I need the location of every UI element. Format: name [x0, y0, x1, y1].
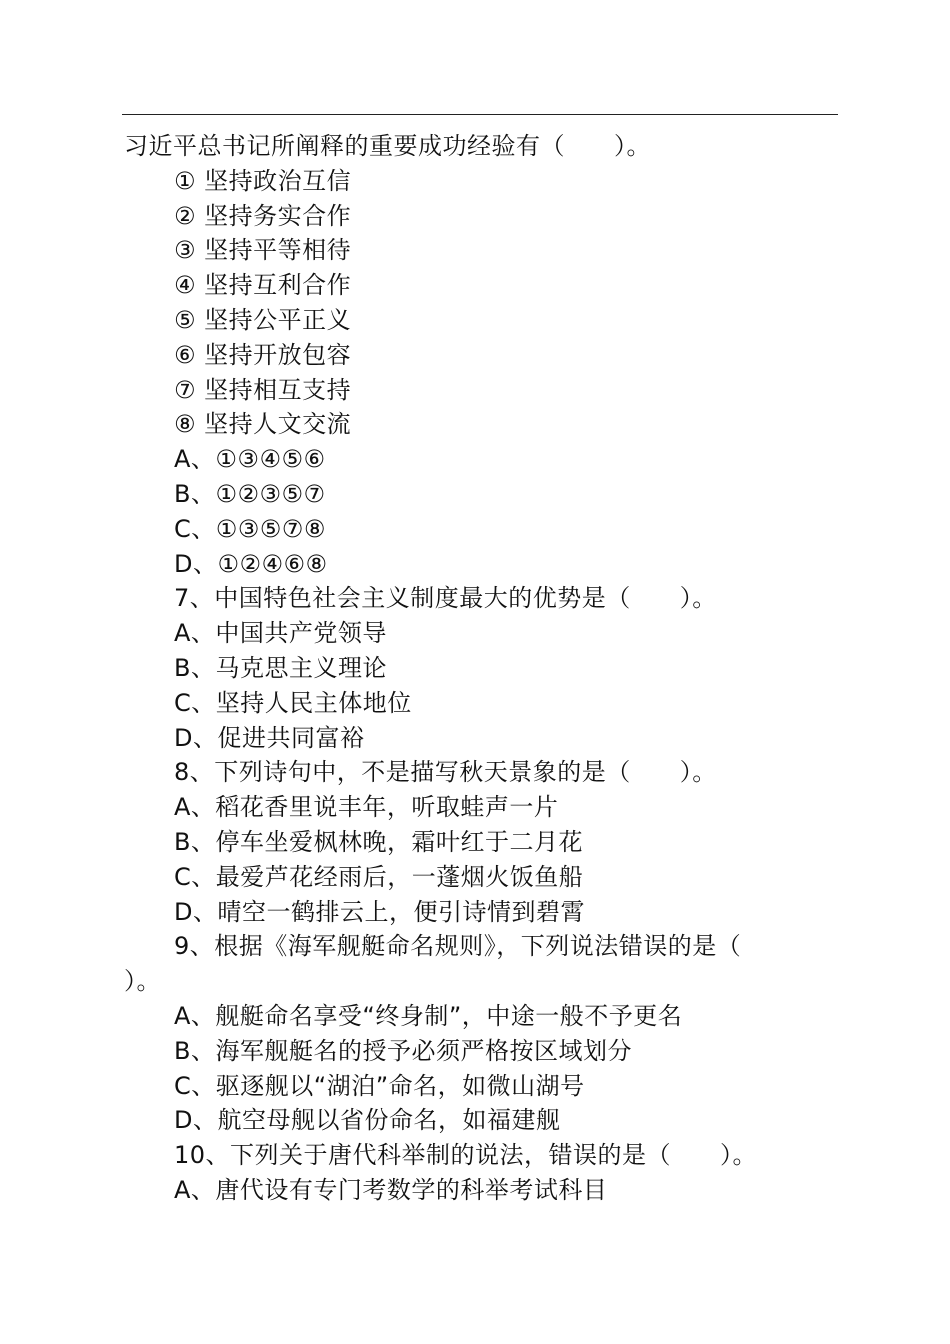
statement-3: ③ 坚持平等相待 — [174, 236, 352, 265]
document-body — [0, 129, 950, 1208]
statement-4: ④ 坚持互利合作 — [174, 271, 352, 300]
header-rule — [122, 114, 838, 115]
statement-5: ⑤ 坚持公平正义 — [174, 305, 352, 334]
question-8: 8、下列诗句中，不是描写秋天景象的是（ ）。 — [174, 758, 717, 787]
statement-8: ⑧ 坚持人文交流 — [174, 410, 352, 439]
statement-7: ⑦ 坚持相互支持 — [174, 375, 352, 404]
q10-option-a: A、唐代设有专门考数学的科举考试科目 — [174, 1175, 608, 1204]
q9-option-a: A、舰艇命名享受“终身制”，中途一般不予更名 — [174, 1001, 683, 1030]
question-10: 10、下列关于唐代科举制的说法，错误的是（ ）。 — [174, 1141, 758, 1170]
option-d: D、①②④⑥⑧ — [174, 549, 328, 578]
question-7: 7、中国特色社会主义制度最大的优势是（ ）。 — [174, 584, 717, 613]
statement-1: ① 坚持政治互信 — [174, 166, 352, 195]
q8-option-a: A、稻花香里说丰年，听取蛙声一片 — [174, 793, 559, 822]
q8-option-d: D、晴空一鹤排云上，便引诗情到碧霄 — [174, 897, 585, 926]
q8-option-c: C、最爱芦花经雨后，一蓬烟火饭鱼船 — [174, 862, 584, 891]
question-stem: 习近平总书记所阐释的重要成功经验有（ ）。 — [124, 132, 651, 160]
q7-option-b: B、马克思主义理论 — [174, 653, 387, 682]
statement-2: ② 坚持务实合作 — [174, 201, 352, 230]
q9-option-c: C、驱逐舰以“湖泊”命名，如微山湖号 — [174, 1071, 585, 1100]
option-b: B、①②③⑤⑦ — [174, 479, 326, 508]
q7-option-c: C、坚持人民主体地位 — [174, 688, 412, 717]
q9-option-d: D、航空母舰以省份命名，如福建舰 — [174, 1106, 561, 1135]
q9-option-b: B、海军舰艇名的授予必须严格按区域划分 — [174, 1036, 632, 1065]
option-a: A、①③④⑤⑥ — [174, 445, 326, 474]
statement-6: ⑥ 坚持开放包容 — [174, 340, 352, 369]
question-9-continuation: ）。 — [124, 967, 161, 996]
question-9: 9、根据《海军舰艇命名规则》，下列说法错误的是（ — [174, 932, 742, 961]
q7-option-d: D、促进共同富裕 — [174, 723, 365, 752]
option-c: C、①③⑤⑦⑧ — [174, 514, 326, 543]
q8-option-b: B、停车坐爱枫林晚，霜叶红于二月花 — [174, 827, 583, 856]
q7-option-a: A、中国共产党领导 — [174, 619, 387, 648]
